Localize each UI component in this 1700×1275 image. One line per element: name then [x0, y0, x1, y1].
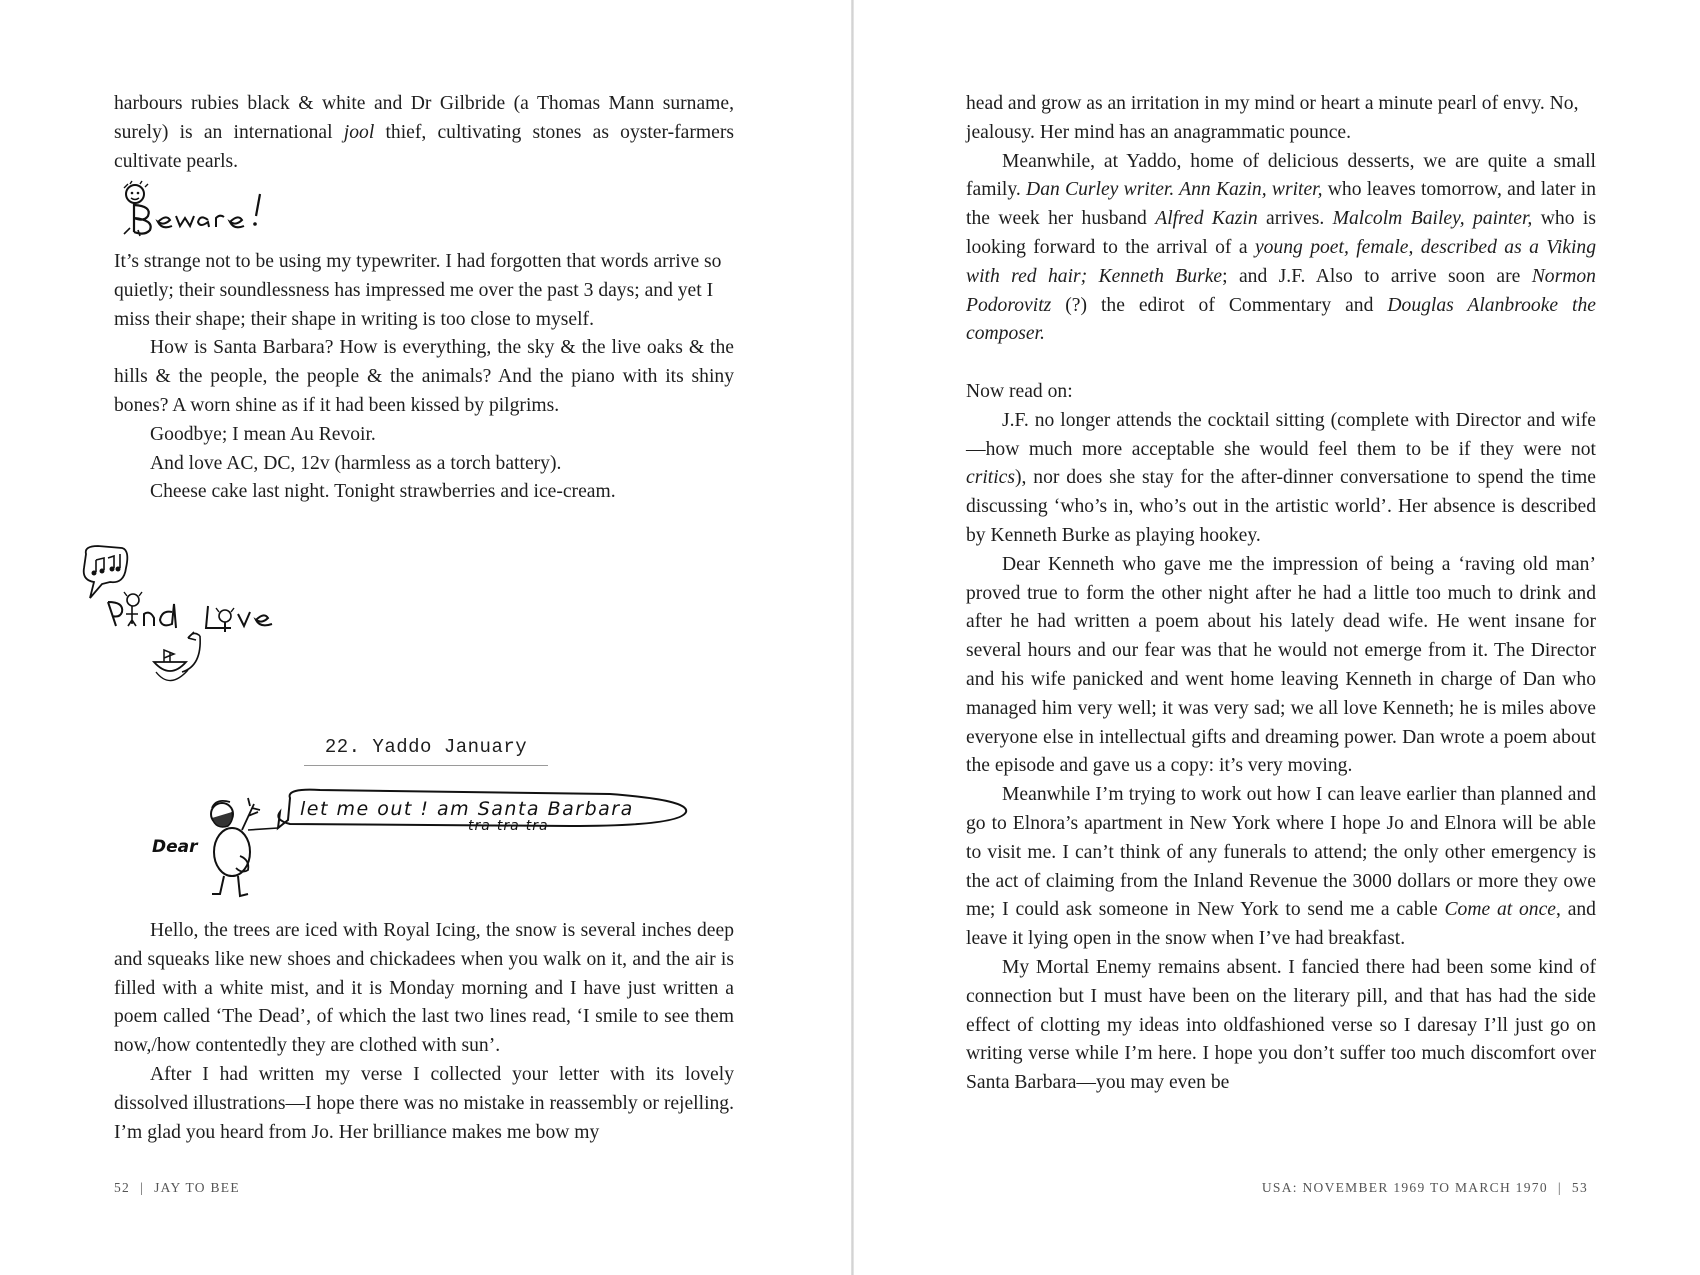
right-footer-separator: | [1557, 1180, 1562, 1195]
right-text-block [966, 90, 1596, 1098]
left-paragraph-2: It’s strange not to be using my typewriter. I had forgotten that words arrive so quietly; their soundlessness has impressed me over the past 3 days; and yet I miss their shape; their shape in writing is too close to myself. [114, 251, 722, 330]
right-page-number: 53 [1571, 1180, 1588, 1195]
right-now-read-on: Now read on: [966, 380, 1073, 402]
right-paragraph-5: Meanwhile I’m trying to work out how I can leave earlier than planned and go to Elnora’s apartment in New York where I hope Jo and Elnora will be able to visit me. I can’t think of any funerals to attend; the only other emergency is the act of claiming from the Inland Revenue the 3000 dollars or more they owe me; I could ask someone in New York to send me a cable Come at once, and leave it lying open in the snow when I’ve had breakfast. [966, 784, 1596, 950]
left-line-cheese: Cheese cake last night. Tonight strawberries and ice-cream. [150, 481, 616, 503]
speech-bubble-subtext: tra-tra-tra [468, 818, 549, 834]
letter-heading: 22. Yaddo January [304, 736, 548, 766]
left-paragraph-3: How is Santa Barbara? How is everything, the sky & the live oaks & the hills & the people, the people & the animals? And the piano with its shiny bones? A worn shine as if it had been kissed by pilgrims. [114, 337, 734, 416]
left-text-block-bottom [114, 917, 734, 1147]
and-love-drawing [78, 540, 288, 700]
right-blank-line [966, 349, 1596, 378]
left-text-block-middle [114, 248, 734, 507]
right-page [853, 0, 1700, 1275]
right-paragraph-6: My Mortal Enemy remains absent. I fancied there had been some kind of connection but I must have been on the literary pill, and that has had the side effect of clotting my ideas into oldfashioned verse so I daresay I’ll just go on writing verse while I’m here. I hope you don’t suffer too much discomfort over Santa Barbara—you may even be [966, 956, 1596, 1094]
dear-text: Dear [152, 837, 198, 857]
beware-drawing [110, 180, 310, 240]
left-paragraph-4: Hello, the trees are iced with Royal Icing, the snow is several inches deep and squeaks like new shoes and chickadees when you walk on it, and the air is filled with a white mist, and it is Monday morning and I have just written a poem called ‘The Dead’, of which the last two lines read, ‘I smile to see them now,/how contentedly they are clothed with sun’. [114, 920, 734, 1057]
left-running-title: JAY TO BEE [154, 1180, 240, 1195]
right-paragraph-3: J.F. no longer attends the cocktail sitting (complete with Director and wife—how much more acceptable she would feel them to be if they were not critics), nor does she stay for the after-dinner conversatione to spend the time discussing ‘who’s in, who’s out in the artistic world’. Her absence is described by Kenneth Burke as playing hookey. [966, 409, 1596, 546]
left-page-number: 52 [114, 1180, 131, 1195]
right-running-title: USA: NOVEMBER 1969 TO MARCH 1970 [1261, 1180, 1548, 1195]
right-paragraph-2: Meanwhile, at Yaddo, home of delicious desserts, we are quite a small family. Dan Curley writer. Ann Kazin, writer, who leaves tomorrow, and later in the week her husband Alfred Kazin arrives. Malcolm Bailey, painter, who is looking forward to the arrival of a young poet, female, described as a Viking with red hair; Kenneth Burke; and J.F. Also to arrive soon are Normon Podorovitz (?) the edirot of Commentary and Douglas Alanbrooke the composer. [966, 150, 1597, 345]
dear-drawing [150, 790, 690, 910]
left-paragraph-1: harbours rubies black & white and Dr Gilbride (a Thomas Mann surname, surely) is an international jool thief, cultivating stones as oyster-farmers cultivate pearls. [114, 93, 734, 172]
left-footer-separator: | [140, 1180, 145, 1195]
left-paragraph-5: After I had written my verse I collected your letter with its lovely dissolved illustrations—I hope there was no mistake in reassembly or rejelling. I’m glad you heard from Jo. Her brilliance makes me bow my [114, 1063, 734, 1143]
right-footer [1262, 1180, 1588, 1196]
right-paragraph-1: head and grow as an irritation in my mind or heart a minute pearl of envy. No, jealousy. Her mind has an anagrammatic pounce. [966, 93, 1579, 143]
right-paragraph-4: Dear Kenneth who gave me the impression of being a ‘raving old man’ proved true to form the other night after he had a little too much to drink and after he had written a poem about his lately dead wife. He went insane for several hours and our fear was that he would not emerge from it. The Director and his wife panicked and went home leaving Kenneth in charge of Dan who managed him very well; it was very sad; we all love Kenneth; he is miles above everyone else in intellectual gifts and dreaming power. Dan wrote a poem about the episode and gave us a copy: it’s very moving. [966, 553, 1596, 777]
left-line-love: And love AC, DC, 12v (harmless as a torch battery). [150, 452, 562, 474]
speech-bubble-text: let me out ! am Santa Barbara [300, 798, 634, 820]
left-text-block-top [114, 90, 734, 176]
left-footer [114, 1180, 240, 1196]
left-line-goodbye: Goodbye; I mean Au Revoir. [150, 423, 376, 445]
